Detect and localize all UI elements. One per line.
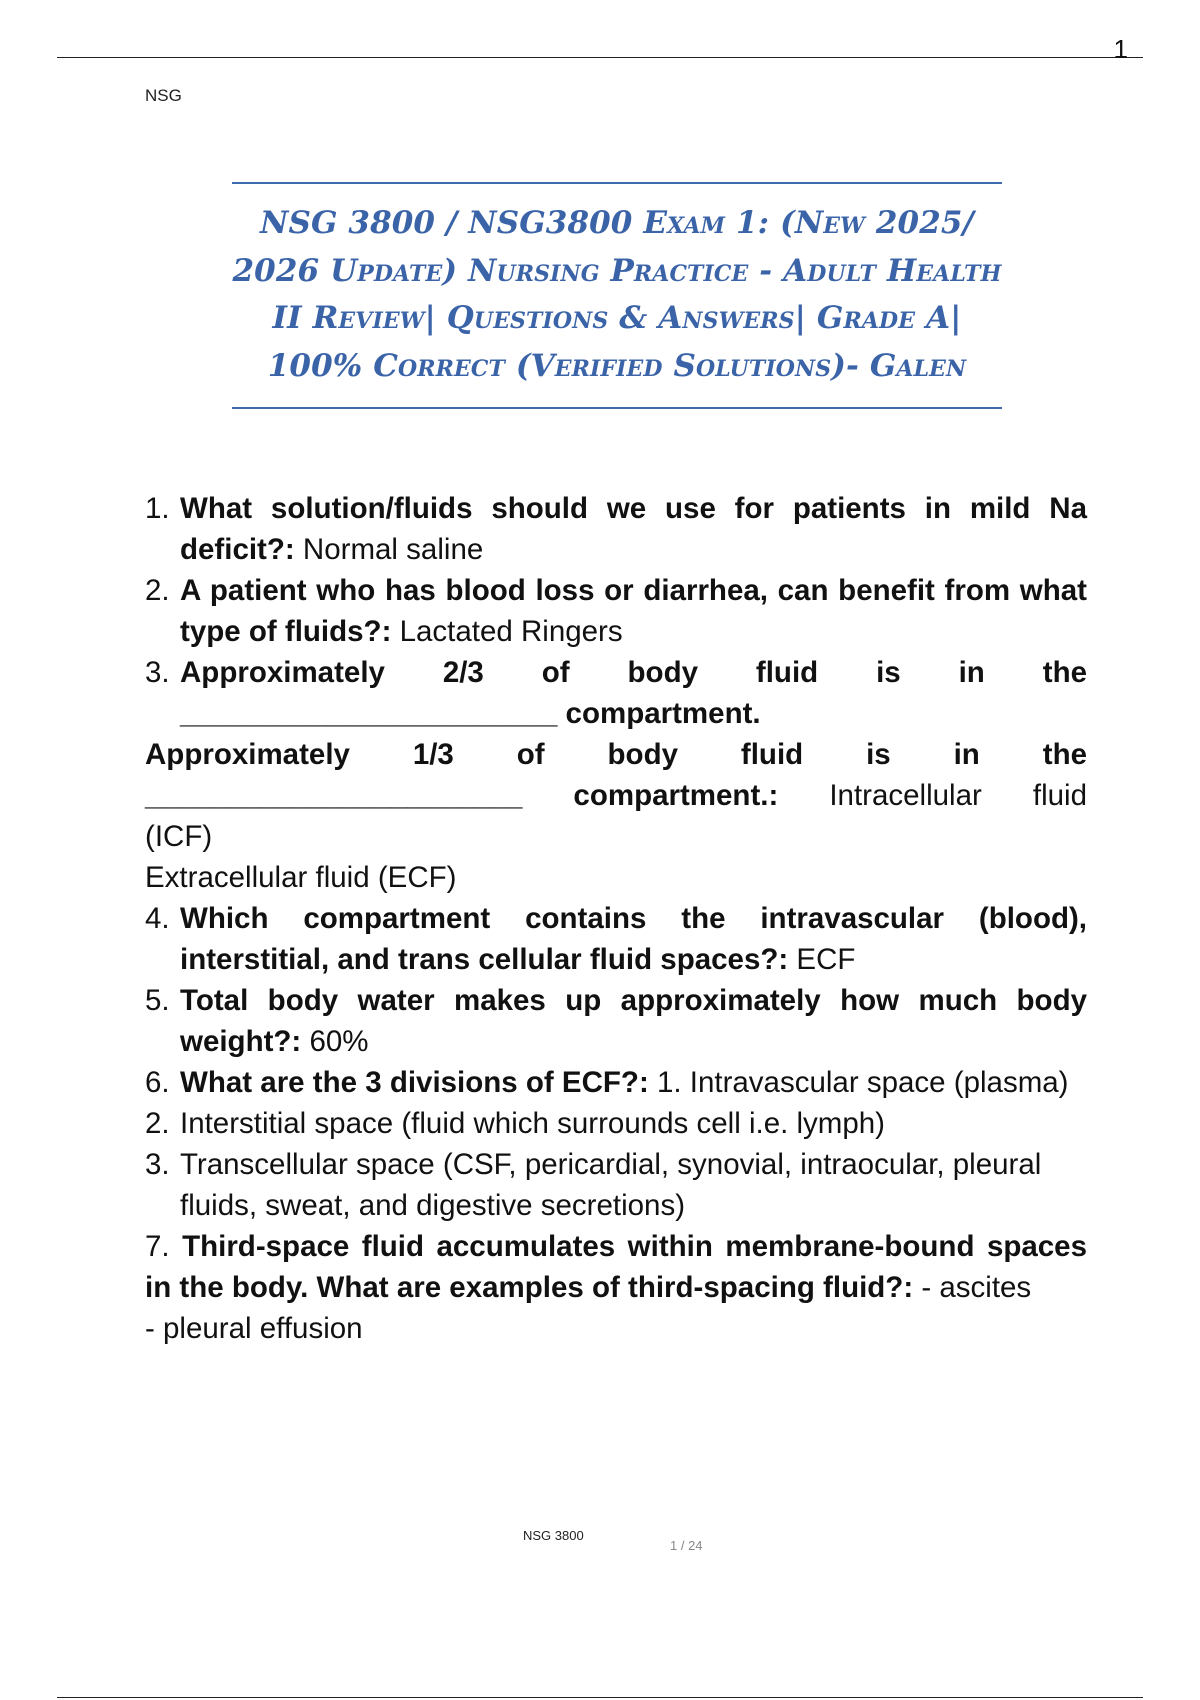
qa-item-6-sub-3 [145,1144,1087,1226]
answer-text: Lactated Ringers [391,615,623,648]
blank-line: _______________________ [145,779,523,812]
qa-item-2 [145,570,1087,652]
item-number: 4. [145,902,170,935]
qa-item-3-answer-line [145,775,1087,816]
page-number: 1 [1113,34,1128,64]
qa-item-4 [145,898,1087,980]
title-line-3: II Review| Questions & Answers| Grade A| [272,300,962,336]
question-text: A patient who has blood loss or diarrhea, can benefit from what type of fluids?: [180,574,1087,648]
answer-text: 1. Intravascular space (plasma) [648,1066,1069,1099]
footer-page-counter: 1 / 24 [670,1538,703,1553]
question-text: Third-space fluid accumulates within membrane-bound spaces in the body. What are examples of third-spacing fluid?: [145,1230,1087,1304]
qa-item-3 [145,652,1087,734]
answer-text: ECF [788,943,856,976]
question-text: What are the 3 divisions of ECF?: [180,1066,649,1099]
answer-text: Extracellular fluid (ECF) [145,861,457,894]
question-text: Total body water makes up approximately how much body weight?: [180,984,1087,1058]
item-number: 2. [145,1107,170,1140]
qa-item-5 [145,980,1087,1062]
item-number: 5. [145,984,170,1017]
item-number: 7. [145,1230,170,1263]
answer-text: Intracellular fluid [829,779,1087,812]
item-number: 1. [145,492,170,525]
qa-item-6-sub-2 [145,1103,1087,1144]
question-text: What solution/fluids should we use for patients in mild Na deficit?: [180,492,1087,566]
footer-doc-label: NSG 3800 [523,1528,584,1543]
item-number: 3. [145,1148,170,1181]
qa-item-1 [145,488,1087,570]
header-label: NSG [145,86,182,105]
question-text: Which compartment contains the intravascular (blood), interstitial, and trans cellular fluid spaces?: [180,902,1087,976]
top-rule [57,57,1143,58]
answer-text: Transcellular space (CSF, pericardial, synovial, intraocular, pleural fluids, sweat, and digestive secretions) [180,1148,1042,1222]
qa-content [145,488,1087,1349]
question-text: compartment.: [573,779,779,812]
document-title [232,200,1002,390]
item-number: 2. [145,574,170,607]
qa-item-7 [145,1226,1087,1308]
title-line-1: NSG 3800 / NSG3800 Exam 1: (New 2025/ [260,205,974,241]
item-number: 6. [145,1066,170,1099]
qa-item-3-continued [145,734,1087,775]
answer-text: - ascites [913,1271,1032,1304]
question-text: Approximately 1/3 of body fluid is in the [145,738,1087,771]
qa-item-6 [145,1062,1087,1103]
answer-text: - pleural effusion [145,1312,363,1345]
answer-text: 60% [301,1025,369,1058]
answer-text: Normal saline [294,533,484,566]
answer-text: (ICF) [145,820,213,853]
bottom-rule [57,1697,1143,1698]
title-top-rule [232,182,1002,184]
answer-text: Interstitial space (fluid which surrounds cell i.e. lymph) [180,1107,886,1140]
question-text: Approximately 2/3 of body fluid is in the [180,656,1087,689]
title-line-4: 100% Correct (Verified Solutions)- Galen [267,347,967,384]
item-number: 3. [145,656,170,689]
question-text: _______________________ compartment. [180,697,761,730]
title-line-2: 2026 Update) Nursing Practice - Adult Health [232,252,1002,289]
title-bottom-rule [232,407,1002,409]
